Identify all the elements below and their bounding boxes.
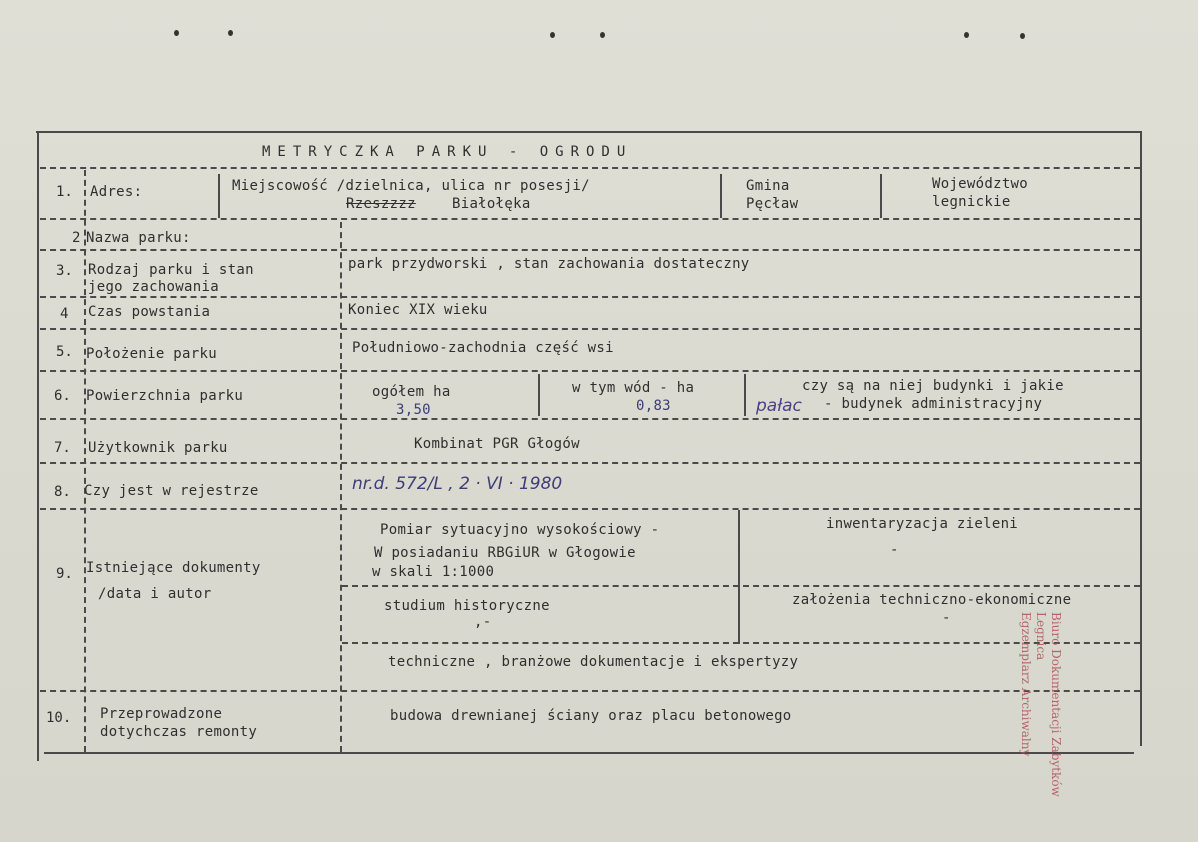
- row-number: 6.: [54, 388, 71, 404]
- park-name-label: Nazwa parku:: [86, 230, 191, 246]
- park-type-value: park przydworski , stan zachowania dostateczny: [348, 256, 750, 272]
- table-left-border: [37, 131, 39, 761]
- voivodeship-label: Województwo: [932, 176, 1029, 192]
- location-label: Położenie parku: [86, 346, 217, 362]
- row-number: 2: [72, 230, 81, 246]
- area-label: Powierzchnia parku: [86, 388, 244, 404]
- documents-label-1: Istniejące dokumenty: [86, 560, 261, 576]
- row-number: 4: [60, 306, 69, 322]
- buildings-label: czy są na niej budynki i jakie: [802, 378, 1064, 394]
- gmina-label: Gmina: [746, 178, 790, 194]
- document-history: studium historyczne: [384, 598, 550, 614]
- table-top-border: [36, 131, 1142, 133]
- row1-divider-c: [880, 174, 882, 218]
- area-water-label: w tym wód - ha: [572, 380, 695, 396]
- register-label: Czy jest w rejestrze: [84, 483, 259, 499]
- area-total-label: ogółem ha: [372, 384, 451, 400]
- document-history-dash: ,-: [474, 614, 492, 630]
- row-divider: [40, 249, 1140, 251]
- stamp-line-1: Biuro Dokumentacji Zabytków: [1049, 612, 1063, 797]
- founding-value: Koniec XIX wieku: [348, 302, 488, 318]
- page-title: METRYCZKA PARKU - OGRODU: [262, 144, 633, 160]
- row-number: 3.: [56, 263, 73, 279]
- row-divider: [40, 508, 1140, 510]
- row-divider: [40, 328, 1140, 330]
- row-divider: [40, 418, 1140, 420]
- row-number: 7.: [54, 440, 71, 456]
- punch-hole: [228, 30, 233, 36]
- row-divider: [40, 296, 1140, 298]
- park-type-label-2: jego zachowania: [88, 279, 219, 295]
- number-column-divider: [84, 170, 86, 752]
- area-total-value: 3,50: [396, 402, 431, 418]
- document-technical-dash: -: [942, 610, 951, 626]
- locality-label: Miejscowość /dzielnica, ulica nr posesji/: [232, 178, 590, 194]
- document-survey-2: W posiadaniu RBGiUR w Głogowie: [374, 545, 636, 561]
- title-divider: [40, 167, 1140, 169]
- row9-divider: [738, 510, 740, 644]
- row-number: 9.: [56, 566, 73, 582]
- park-type-label-1: Rodzaj parku i stan: [88, 262, 254, 278]
- punch-hole: [174, 30, 179, 36]
- row-number: 5.: [56, 344, 73, 360]
- table-right-border: [1140, 131, 1142, 746]
- document-expertise: techniczne , branżowe dokumentacje i ekspertyzy: [388, 654, 799, 670]
- row-divider: [40, 218, 1140, 220]
- document-survey-3: w skali 1:1000: [372, 564, 495, 580]
- area-water-value: 0,83: [636, 398, 671, 414]
- founding-label: Czas powstania: [88, 304, 211, 320]
- row-number: 8.: [54, 484, 71, 500]
- locality-value: Białołęka: [452, 196, 531, 212]
- punch-hole: [550, 32, 555, 38]
- repairs-label-2: dotychczas remonty: [100, 724, 258, 740]
- row-number: 1.: [56, 184, 73, 200]
- voivodeship-value: legnickie: [932, 194, 1011, 210]
- document-survey-1: Pomiar sytuacyjno wysokościowy -: [380, 522, 660, 538]
- repairs-value: budowa drewnianej ściany oraz placu betonowego: [390, 708, 792, 724]
- address-label: Adres:: [90, 184, 143, 200]
- row1-divider-a: [218, 174, 220, 218]
- row1-divider-b: [720, 174, 722, 218]
- document-technical: założenia techniczno-ekonomiczne: [792, 592, 1072, 608]
- table-bottom-border: [44, 752, 1134, 754]
- owner-label: Użytkownik parku: [88, 440, 228, 456]
- row6-divider-b: [744, 374, 746, 416]
- row9-inner-divider: [342, 585, 1140, 587]
- register-value: nr.d. 572/L , 2 · VI · 1980: [352, 474, 563, 494]
- owner-value: Kombinat PGR Głogów: [414, 436, 580, 452]
- punch-hole: [1020, 33, 1025, 39]
- stamp-line-3: Egzemplarz Archiwalny: [1019, 612, 1033, 757]
- gmina-value: Pęcław: [746, 196, 799, 212]
- row-number: 10.: [46, 710, 72, 726]
- row-divider: [40, 462, 1140, 464]
- locality-struck: Rzeszzzz: [346, 196, 416, 212]
- stamp-line-2: Legnica: [1034, 612, 1048, 661]
- row-divider: [40, 370, 1140, 372]
- documents-label-2: /data i autor: [98, 586, 212, 602]
- buildings-handwritten: pałac: [756, 396, 802, 416]
- document-greenery: inwentaryzacja zieleni: [826, 516, 1019, 532]
- document-greenery-dash: -: [890, 542, 899, 558]
- archive-stamp: [1018, 612, 1063, 812]
- punch-hole: [600, 32, 605, 38]
- punch-hole: [964, 32, 969, 38]
- repairs-label-1: Przeprowadzone: [100, 706, 223, 722]
- label-column-divider: [340, 222, 342, 752]
- location-value: Południowo-zachodnia część wsi: [352, 340, 614, 356]
- row6-divider-a: [538, 374, 540, 416]
- buildings-value: - budynek administracyjny: [824, 396, 1043, 412]
- row-divider: [40, 690, 1140, 692]
